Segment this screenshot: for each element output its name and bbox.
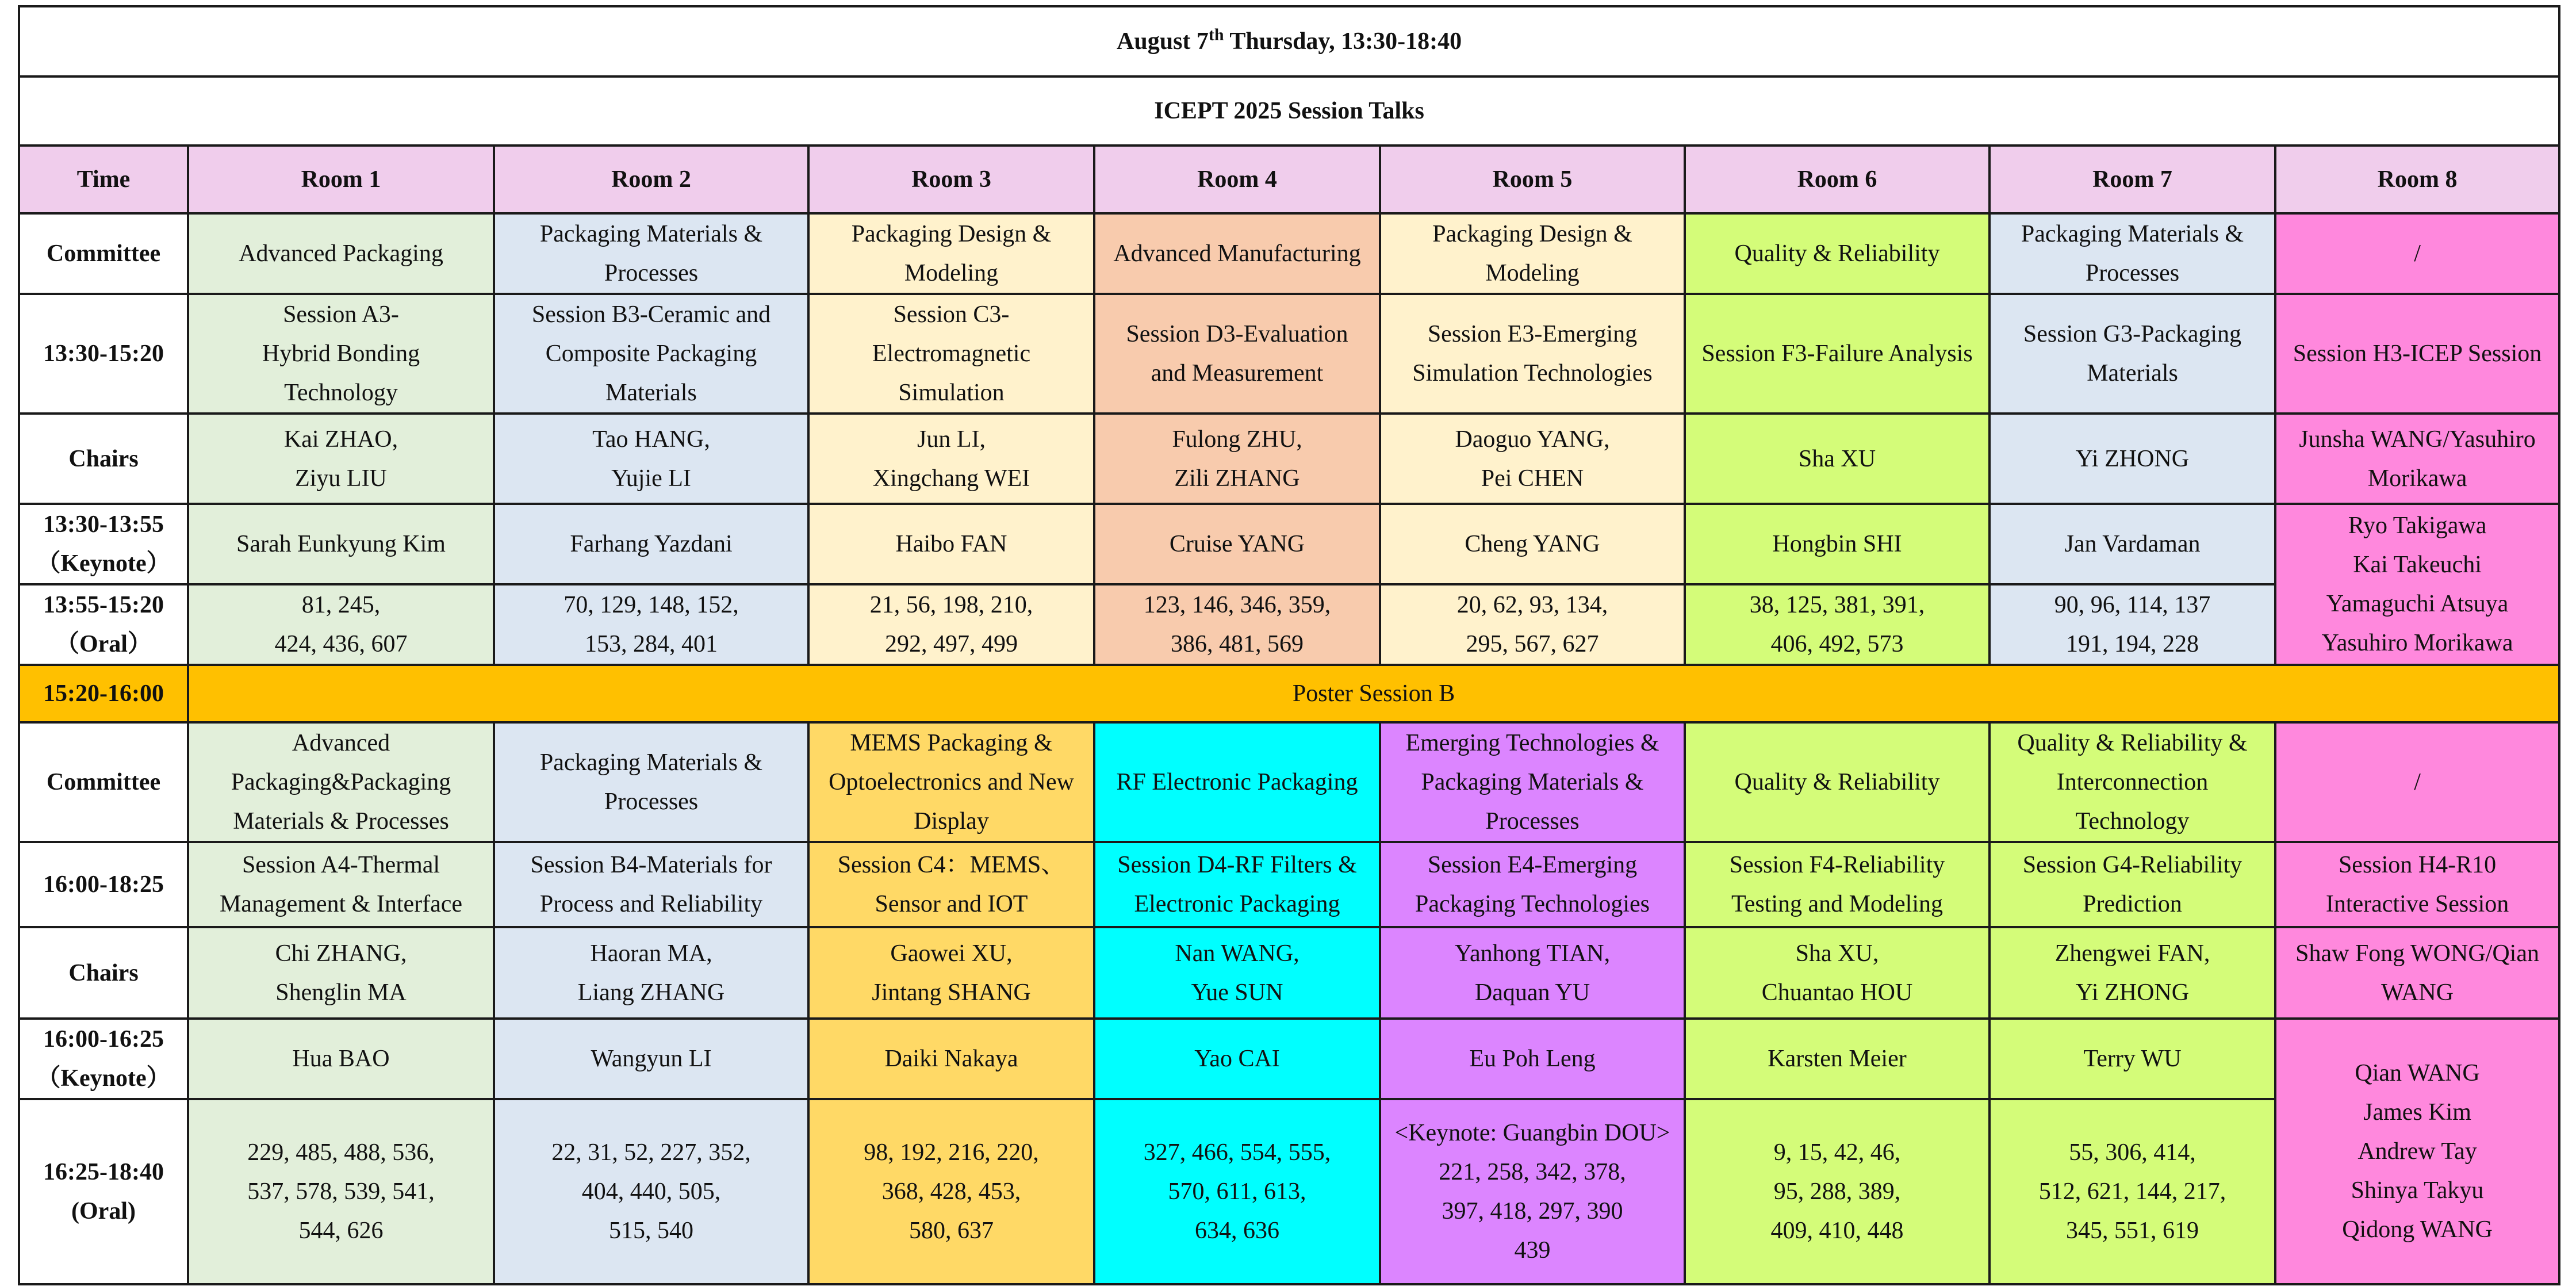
room-8-talks-cell (2275, 504, 2559, 665)
cell-line: Advanced Manufacturing (1113, 240, 1361, 267)
poster-session-cell: Poster Session B (188, 665, 2559, 722)
cell-line: 21, 56, 198, 210, (869, 592, 1033, 618)
room-4-session-cell (1094, 294, 1380, 414)
room-3-session-cell (808, 842, 1094, 927)
cell-line: Zhengwei FAN, (2054, 940, 2210, 967)
cell-line: Sha XU (1798, 445, 1876, 472)
room-4-committee-cell (1094, 213, 1380, 294)
cell-line: Session E3-Emerging (1427, 321, 1638, 347)
room-2-session-cell (494, 842, 808, 927)
cell-line: 81, 245, (301, 592, 381, 618)
cell-line: 70, 129, 148, 152, (564, 592, 739, 618)
room-3-oral-cell (808, 1099, 1094, 1284)
time-label (19, 504, 188, 584)
cell-line: Modeling (904, 260, 999, 286)
cell-line: Session A4-Thermal (241, 852, 440, 878)
header-room-3: Room 3 (808, 146, 1094, 213)
cell-line: Session B3-Ceramic and (531, 301, 771, 328)
cell-line: Zili ZHANG (1174, 465, 1300, 492)
room-8-session-cell (2275, 294, 2559, 414)
cell-line: Kai Takeuchi (2353, 552, 2482, 578)
cell-line: （Keynote） (36, 550, 171, 577)
cell-line: Ryo Takigawa (2348, 512, 2487, 539)
header-room-7: Room 7 (1989, 146, 2275, 213)
header-room-1: Room 1 (188, 146, 494, 213)
cell-line: Interconnection (2056, 769, 2209, 795)
header-room-8: Room 8 (2275, 146, 2559, 213)
cell-line: Simulation (898, 380, 1005, 406)
room-3-oral-cell (808, 584, 1094, 665)
cell-line: Management & Interface (219, 891, 463, 917)
cell-line: （Oral） (55, 631, 152, 657)
cell-line: 16:25-18:40 (43, 1159, 164, 1185)
cell-line: and Measurement (1151, 360, 1324, 386)
room-6-session-cell (1685, 842, 1989, 927)
cell-line: 406, 492, 573 (1770, 631, 1904, 657)
cell-line: Packaging Design & (851, 221, 1052, 247)
cell-line: Andrew Tay (2358, 1138, 2477, 1165)
cell-line: Liang ZHANG (577, 979, 725, 1006)
cell-line: 38, 125, 381, 391, (1749, 592, 1925, 618)
cell-line: Chi ZHANG, (275, 940, 407, 967)
cell-line: Simulation Technologies (1412, 360, 1653, 386)
cell-line: Session D3-Evaluation (1126, 321, 1348, 347)
cell-line: Session E4-Emerging (1427, 852, 1638, 878)
room-8-session-cell (2275, 842, 2559, 927)
room-1-chairs-cell (188, 927, 494, 1019)
block1-chairs-row (19, 414, 2559, 504)
cell-line: RF Electronic Packaging (1116, 769, 1358, 795)
room-6-chairs-cell (1685, 927, 1989, 1019)
block2-oral-row (19, 1099, 2559, 1284)
room-7-session-cell (1989, 294, 2275, 414)
cell-line: Processes (604, 260, 699, 286)
cell-line: Junsha WANG/Yasuhiro (2299, 426, 2536, 453)
room-2-oral-cell (494, 584, 808, 665)
cell-line: 439 (1514, 1237, 1551, 1264)
room-3-chairs-cell (808, 927, 1094, 1019)
room-3-keynote-cell (808, 1019, 1094, 1099)
cell-line: 295, 567, 627 (1466, 631, 1599, 657)
cell-line: Processes (1485, 808, 1580, 835)
cell-line: Session G4-Reliability (2022, 852, 2242, 878)
schedule-container (18, 5, 2558, 1269)
cell-line: Daiki Nakaya (884, 1046, 1018, 1072)
cell-line: 9, 15, 42, 46, (1773, 1139, 1901, 1166)
cell-line: Packaging Materials & (539, 749, 763, 776)
room-6-committee-cell (1685, 722, 1989, 842)
cell-line: 634, 636 (1195, 1218, 1279, 1244)
cell-line: Terry WU (2083, 1046, 2182, 1072)
cell-line: Jun LI, (917, 426, 986, 453)
cell-line: 580, 637 (909, 1218, 994, 1244)
cell-line: 512, 621, 144, 217, (2038, 1178, 2226, 1205)
title-suffix: Thursday, 13:30-18:40 (1224, 28, 1462, 55)
cell-line: Qidong WANG (2342, 1216, 2493, 1243)
cell-line: 98, 192, 216, 220, (864, 1139, 1039, 1166)
cell-line: / (2414, 769, 2421, 795)
cell-line: 95, 288, 389, (1773, 1178, 1901, 1205)
header-room-5: Room 5 (1380, 146, 1685, 213)
cell-line: Daoguo YANG, (1455, 426, 1610, 453)
cell-line: Gaowei XU, (890, 940, 1013, 967)
room-5-chairs-cell (1380, 927, 1685, 1019)
cell-line: Ziyu LIU (295, 465, 387, 492)
cell-line: Interactive Session (2325, 891, 2509, 917)
cell-line: Session C3- (893, 301, 1010, 328)
cell-line: 221, 258, 342, 378, (1439, 1159, 1626, 1185)
room-7-keynote-cell (1989, 504, 2275, 584)
header-room-4: Room 4 (1094, 146, 1380, 213)
cell-line: 123, 146, 346, 359, (1143, 592, 1331, 618)
cell-line: Jintang SHANG (872, 979, 1031, 1006)
title-superscript: th (1208, 25, 1224, 44)
header-room-6: Room 6 (1685, 146, 1989, 213)
time-label: 13:30-15:20 (19, 294, 188, 414)
cell-line: Yamaguchi Atsuya (2326, 591, 2509, 617)
cell-line: Tao HANG, (592, 426, 710, 453)
room-1-chairs-cell (188, 414, 494, 504)
cell-line: Xingchang WEI (872, 465, 1030, 492)
cell-line: Shaw Fong WONG/Qian (2295, 940, 2539, 967)
time-label: Committee (19, 213, 188, 294)
cell-line: Farhang Yazdani (570, 531, 733, 557)
cell-line: 13:55-15:20 (43, 592, 164, 618)
cell-line: Modeling (1485, 260, 1580, 286)
room-3-keynote-cell (808, 504, 1094, 584)
cell-line: Sha XU, (1795, 940, 1879, 967)
poster-row (19, 665, 2559, 722)
room-7-keynote-cell (1989, 1019, 2275, 1099)
cell-line: Session B4-Materials for (530, 852, 772, 878)
room-1-keynote-cell (188, 504, 494, 584)
room-8-chairs-cell (2275, 414, 2559, 504)
block2-keynote-row (19, 1019, 2559, 1099)
room-1-oral-cell (188, 584, 494, 665)
cell-line: Packaging Technologies (1414, 891, 1650, 917)
room-4-keynote-cell (1094, 504, 1380, 584)
room-8-committee-cell (2275, 722, 2559, 842)
block2-session-row (19, 842, 2559, 927)
cell-line: Materials (2087, 360, 2178, 386)
cell-line: Quality & Reliability (1734, 769, 1940, 795)
cell-line: Daquan YU (1474, 979, 1590, 1006)
room-3-chairs-cell (808, 414, 1094, 504)
room-6-oral-cell (1685, 584, 1989, 665)
cell-line: （Keynote） (36, 1065, 171, 1092)
room-5-session-cell (1380, 294, 1685, 414)
cell-line: (Oral) (71, 1198, 136, 1224)
cell-line: Technology (284, 380, 398, 406)
cell-line: Hua BAO (292, 1046, 390, 1072)
cell-line: Emerging Technologies & (1405, 730, 1659, 756)
room-8-committee-cell (2275, 213, 2559, 294)
block2-chairs-row (19, 927, 2559, 1019)
cell-line: 153, 284, 401 (585, 631, 718, 657)
cell-line: Cheng YANG (1465, 531, 1600, 557)
room-6-oral-cell (1685, 1099, 1989, 1284)
cell-line: Hybrid Bonding (262, 340, 420, 367)
cell-line: 191, 194, 228 (2066, 631, 2199, 657)
cell-line: Hongbin SHI (1772, 531, 1902, 557)
cell-line: Yi ZHONG (2075, 979, 2190, 1006)
cell-line: Composite Packaging (545, 340, 757, 367)
cell-line: 22, 31, 52, 227, 352, (551, 1139, 751, 1166)
room-7-session-cell (1989, 842, 2275, 927)
cell-line: Session H4-R10 (2338, 852, 2497, 878)
header-room-2: Room 2 (494, 146, 808, 213)
room-7-oral-cell (1989, 1099, 2275, 1284)
cell-line: 544, 626 (298, 1218, 384, 1244)
cell-line: WANG (2381, 979, 2454, 1006)
room-8-chairs-cell (2275, 927, 2559, 1019)
room-2-session-cell (494, 294, 808, 414)
cell-line: Processes (2085, 260, 2180, 286)
cell-line: Materials & Processes (233, 808, 449, 835)
cell-line: Morikawa (2367, 465, 2467, 492)
cell-line: Pei CHEN (1481, 465, 1584, 492)
cell-line: Yujie LI (611, 465, 691, 492)
room-5-chairs-cell (1380, 414, 1685, 504)
poster-time-label: 15:20-16:00 (19, 665, 188, 722)
cell-line: 409, 410, 448 (1770, 1218, 1904, 1244)
cell-line: Yue SUN (1191, 979, 1283, 1006)
room-4-chairs-cell (1094, 927, 1380, 1019)
cell-line: Eu Poh Leng (1469, 1046, 1596, 1072)
room-1-session-cell (188, 294, 494, 414)
room-3-committee-cell (808, 213, 1094, 294)
cell-line: Electromagnetic (872, 340, 1031, 367)
cell-line: 386, 481, 569 (1171, 631, 1304, 657)
cell-line: Prediction (2083, 891, 2182, 917)
header-time: Time (19, 146, 188, 213)
cell-line: Haibo FAN (895, 531, 1007, 557)
cell-line: Packaging&Packaging (231, 769, 451, 795)
cell-line: Yi ZHONG (2075, 445, 2190, 472)
cell-line: Nan WANG, (1175, 940, 1300, 967)
time-label: Chairs (19, 414, 188, 504)
cell-line: Jan Vardaman (2064, 531, 2201, 557)
room-7-committee-cell (1989, 722, 2275, 842)
cell-line: Quality & Reliability & (2017, 730, 2248, 756)
room-8-talks-cell (2275, 1019, 2559, 1284)
room-5-oral-cell (1380, 1099, 1685, 1284)
cell-line: Cruise YANG (1169, 531, 1305, 557)
cell-line: Fulong ZHU, (1172, 426, 1302, 453)
cell-line: Sarah Eunkyung Kim (236, 531, 446, 557)
cell-line: 90, 96, 114, 137 (2054, 592, 2211, 618)
room-5-keynote-cell (1380, 504, 1685, 584)
cell-line: Processes (604, 789, 699, 815)
cell-line: 55, 306, 414, (2069, 1139, 2196, 1166)
page-title (19, 6, 2559, 76)
room-1-keynote-cell (188, 1019, 494, 1099)
cell-line: 537, 578, 539, 541, (247, 1178, 435, 1205)
cell-line: Shinya Takyu (2351, 1177, 2484, 1204)
room-2-keynote-cell (494, 1019, 808, 1099)
cell-line: 16:00-16:25 (43, 1026, 164, 1052)
time-label: 16:00-18:25 (19, 842, 188, 927)
room-6-keynote-cell (1685, 1019, 1989, 1099)
room-5-committee-cell (1380, 722, 1685, 842)
cell-line: Advanced Packaging (239, 240, 443, 267)
cell-line: MEMS Packaging & (850, 730, 1053, 756)
cell-line: Quality & Reliability (1734, 240, 1940, 267)
time-label: Chairs (19, 927, 188, 1019)
cell-line: Session F3-Failure Analysis (1701, 340, 1973, 367)
room-4-oral-cell (1094, 1099, 1380, 1284)
cell-line: Session C4：MEMS、 (837, 852, 1065, 878)
header-row (19, 146, 2559, 213)
room-4-committee-cell (1094, 722, 1380, 842)
cell-line: Packaging Materials & (539, 221, 763, 247)
time-label (19, 1099, 188, 1284)
cell-line: Optoelectronics and New (829, 769, 1074, 795)
cell-line: Session D4-RF Filters & (1117, 852, 1357, 878)
cell-line: Display (914, 808, 989, 835)
schedule-table (18, 5, 2560, 1285)
cell-line: Session A3- (283, 301, 399, 328)
room-1-session-cell (188, 842, 494, 927)
cell-line: Packaging Design & (1432, 221, 1632, 247)
room-4-keynote-cell (1094, 1019, 1380, 1099)
block1-session-row (19, 294, 2559, 414)
cell-line: Shenglin MA (275, 979, 407, 1006)
room-2-chairs-cell (494, 414, 808, 504)
cell-line: <Keynote: Guangbin DOU> (1394, 1120, 1670, 1146)
room-6-session-cell (1685, 294, 1989, 414)
room-1-oral-cell (188, 1099, 494, 1284)
room-4-chairs-cell (1094, 414, 1380, 504)
time-label (19, 584, 188, 665)
cell-line: Haoran MA, (590, 940, 712, 967)
cell-line: 424, 436, 607 (274, 631, 408, 657)
cell-line: Packaging Materials & (2021, 221, 2244, 247)
room-3-session-cell (808, 294, 1094, 414)
room-1-committee-cell (188, 213, 494, 294)
room-7-chairs-cell (1989, 414, 2275, 504)
room-2-keynote-cell (494, 504, 808, 584)
room-2-chairs-cell (494, 927, 808, 1019)
room-6-chairs-cell (1685, 414, 1989, 504)
cell-line: Yao CAI (1194, 1046, 1280, 1072)
room-4-oral-cell (1094, 584, 1380, 665)
cell-line: Chuantao HOU (1761, 979, 1913, 1006)
cell-line: 404, 440, 505, (581, 1178, 721, 1205)
time-label: Committee (19, 722, 188, 842)
room-7-oral-cell (1989, 584, 2275, 665)
cell-line: Materials (605, 380, 697, 406)
time-label (19, 1019, 188, 1099)
cell-line: 292, 497, 499 (885, 631, 1018, 657)
cell-line: Process and Reliability (539, 891, 763, 917)
cell-line: Qian WANG (2355, 1060, 2480, 1086)
cell-line: Session F4-Reliability (1729, 852, 1945, 878)
room-3-committee-cell (808, 722, 1094, 842)
room-5-oral-cell (1380, 584, 1685, 665)
room-6-committee-cell (1685, 213, 1989, 294)
cell-line: Yanhong TIAN, (1454, 940, 1611, 967)
cell-line: Kai ZHAO, (283, 426, 398, 453)
cell-line: / (2414, 240, 2421, 267)
room-4-session-cell (1094, 842, 1380, 927)
cell-line: 570, 611, 613, (1168, 1178, 1306, 1205)
block1-keynote-row (19, 504, 2559, 584)
cell-line: Session H3-ICEP Session (2293, 340, 2542, 367)
cell-line: Testing and Modeling (1731, 891, 1943, 917)
cell-line: Advanced (292, 730, 390, 756)
cell-line: Session G3-Packaging (2023, 321, 2242, 347)
room-6-keynote-cell (1685, 504, 1989, 584)
cell-line: 327, 466, 554, 555, (1143, 1139, 1331, 1166)
room-2-committee-cell (494, 722, 808, 842)
cell-line: 229, 485, 488, 536, (247, 1139, 435, 1166)
room-1-committee-cell (188, 722, 494, 842)
cell-line: Packaging Materials & (1421, 769, 1644, 795)
cell-line: James Kim (2363, 1099, 2471, 1126)
room-7-committee-cell (1989, 213, 2275, 294)
cell-line: 397, 418, 297, 390 (1442, 1198, 1623, 1224)
cell-line: Karsten Meier (1768, 1046, 1907, 1072)
block1-oral-row (19, 584, 2559, 665)
title-prefix: August 7 (1117, 28, 1209, 55)
cell-line: Electronic Packaging (1134, 891, 1340, 917)
block2-committee-row (19, 722, 2559, 842)
cell-line: 13:30-13:55 (43, 511, 164, 538)
cell-line: 368, 428, 453, (881, 1178, 1021, 1205)
page-subtitle: ICEPT 2025 Session Talks (19, 76, 2559, 146)
cell-line: 515, 540 (609, 1218, 693, 1244)
room-5-committee-cell (1380, 213, 1685, 294)
cell-line: Technology (2075, 808, 2190, 835)
cell-line: 345, 551, 619 (2066, 1218, 2199, 1244)
cell-line: Yasuhiro Morikawa (2321, 630, 2513, 656)
room-5-keynote-cell (1380, 1019, 1685, 1099)
cell-line: 20, 62, 93, 134, (1456, 592, 1608, 618)
room-2-committee-cell (494, 213, 808, 294)
room-2-oral-cell (494, 1099, 808, 1284)
block1-committee-row (19, 213, 2559, 294)
room-5-session-cell (1380, 842, 1685, 927)
cell-line: Sensor and IOT (875, 891, 1028, 917)
cell-line: Wangyun LI (591, 1046, 712, 1072)
room-7-chairs-cell (1989, 927, 2275, 1019)
